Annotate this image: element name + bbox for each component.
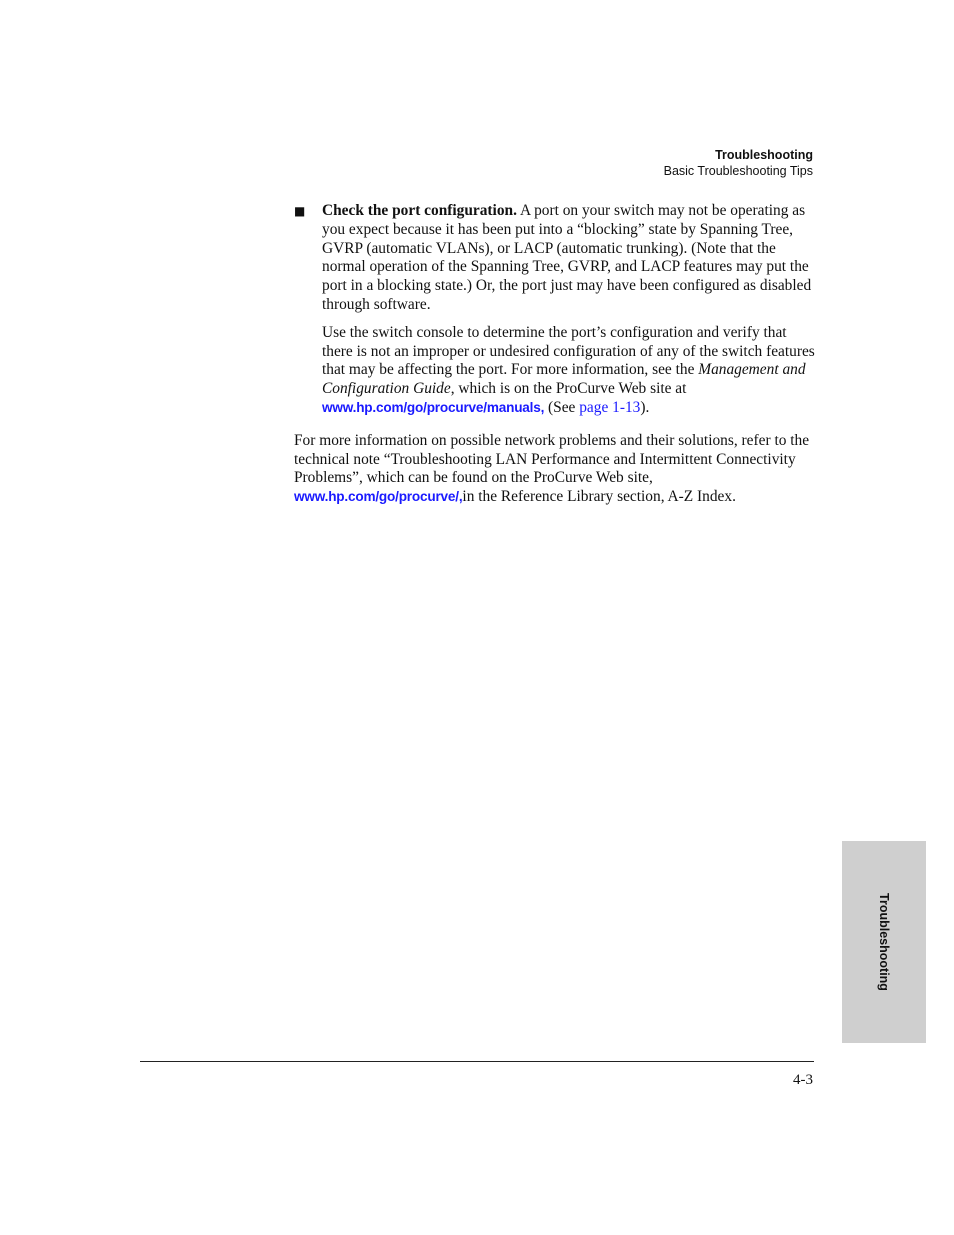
body-content	[294, 202, 818, 507]
page-reference-link[interactable]: page 1-13	[579, 398, 641, 416]
paragraph-text: , which is on the ProCurve Web site at	[450, 380, 687, 398]
bullet-paragraph-1	[322, 202, 818, 315]
manuals-url-link[interactable]: www.hp.com/go/procurve/manuals,	[322, 399, 545, 415]
footer-divider	[140, 1061, 814, 1062]
bullet-item-port-configuration	[294, 202, 818, 418]
bullet-body-text: A port on your switch may not be operating as you expect because it has been put into a “blocking” state by Spanning Tree, GVRP (automatic VLANs), or LACP (automatic trunking). (Note that the normal operation of the Spanning Tree, GVRP, and LACP features may put the port in a blocking state.) Or, the port just may have been configured as disabled through software.	[322, 202, 812, 313]
paragraph-text: Use the switch console to determine the port’s configuration and verify that there is not an improper or undesired configuration of any of the switch features that may be affecting the port. For more information, see the	[322, 323, 815, 379]
chapter-side-tab	[842, 841, 926, 1043]
page-number: 4-3	[793, 1072, 813, 1088]
procurve-url-link[interactable]: www.hp.com/go/procurve/,	[294, 489, 463, 505]
running-header	[664, 147, 813, 179]
bullet-lead-text: Check the port configuration.	[322, 202, 517, 219]
paragraph-text: ).	[640, 398, 650, 416]
paragraph-text: For more information on possible network problems and their solutions, refer to the technical note “Troubleshooting LAN Performance and Intermittent Connectivity Problems”, which can be found on the ProCurve Web site,	[294, 431, 810, 487]
paragraph-text: in the Reference Library section, A-Z Index.	[462, 488, 736, 506]
guide-title: Management and Configuration Guide	[322, 361, 806, 398]
square-bullet-icon: ■	[294, 204, 306, 218]
header-chapter-title: Troubleshooting	[715, 148, 813, 162]
header-section-title: Basic Troubleshooting Tips	[663, 164, 813, 178]
paragraph-text: (See	[544, 398, 580, 416]
closing-paragraph	[294, 432, 818, 507]
bullet-paragraph-2	[322, 324, 818, 418]
side-tab-label: Troubleshooting	[877, 893, 891, 991]
